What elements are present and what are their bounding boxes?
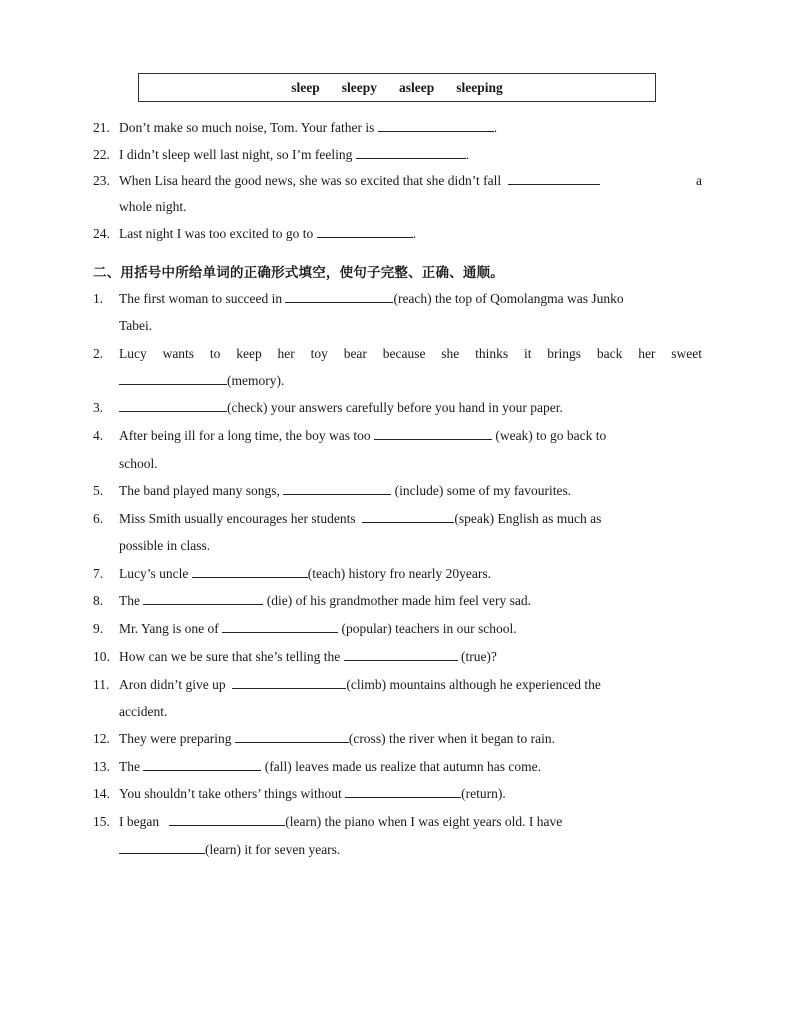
question-text: (fall) leaves made us realize that autumn has come. xyxy=(264,759,542,774)
question-text: Lucy wants to keep her toy bear because she thinks it brings back her sweet xyxy=(119,346,702,361)
question-text: The band played many songs, xyxy=(119,483,280,498)
question-number: 13. xyxy=(93,759,110,774)
question-number: 21. xyxy=(93,120,110,135)
question-text: They were preparing xyxy=(119,731,232,746)
question-text: (return). xyxy=(461,786,506,801)
answer-blank[interactable] xyxy=(235,730,349,743)
question-text: Aron didn’t give up xyxy=(119,677,226,692)
question-number: 1. xyxy=(93,291,104,306)
question-text: Last night I was too excited to go to xyxy=(119,226,314,241)
word-bank-item: sleep xyxy=(291,79,320,95)
question-number: 5. xyxy=(93,483,104,498)
question-text: (learn) the piano when I was eight years old. I have xyxy=(285,814,563,829)
question-text: I began xyxy=(119,814,160,829)
answer-blank[interactable] xyxy=(119,399,227,412)
section-title: 二、用括号中所给单词的正确形式填空，使句子完整、正确、通顺。 xyxy=(93,265,504,281)
question-number: 4. xyxy=(93,428,104,443)
question-text: possible in class. xyxy=(119,538,211,553)
question-text: (learn) it for seven years. xyxy=(205,842,341,857)
answer-blank[interactable] xyxy=(119,372,227,385)
question-text: (speak) English as much as xyxy=(454,511,602,526)
word-bank-item: sleeping xyxy=(456,79,503,95)
question-text: (climb) mountains although he experienced the xyxy=(346,677,601,692)
answer-blank[interactable] xyxy=(119,841,205,854)
question-text: (memory). xyxy=(227,373,285,388)
question-text: . xyxy=(465,147,470,162)
question-text: a xyxy=(696,173,702,188)
answer-blank[interactable] xyxy=(222,620,338,633)
answer-blank[interactable] xyxy=(374,427,492,440)
answer-blank[interactable] xyxy=(143,592,263,605)
answer-blank[interactable] xyxy=(192,565,308,578)
answer-blank[interactable] xyxy=(356,146,466,159)
question-text: Miss Smith usually encourages her students xyxy=(119,511,356,526)
question-text: How can we be sure that she’s telling the xyxy=(119,649,341,664)
question-text: Tabei. xyxy=(119,318,153,333)
answer-blank[interactable] xyxy=(283,482,391,495)
question-text: The xyxy=(119,593,140,608)
answer-blank[interactable] xyxy=(169,813,285,826)
question-text: (die) of his grandmother made him feel very sad. xyxy=(266,593,532,608)
answer-blank[interactable] xyxy=(317,225,413,238)
question-number: 2. xyxy=(93,346,104,361)
answer-blank[interactable] xyxy=(232,676,346,689)
question-text: whole night. xyxy=(119,199,187,214)
question-number: 10. xyxy=(93,649,110,664)
question-number: 23. xyxy=(93,173,110,188)
question-text: . xyxy=(412,226,416,241)
question-number: 9. xyxy=(93,621,104,636)
question-text: (teach) history fro nearly 20years. xyxy=(307,566,492,581)
answer-blank[interactable] xyxy=(362,510,454,523)
question-number: 3. xyxy=(93,400,104,415)
answer-blank[interactable] xyxy=(143,758,261,771)
question-number: 7. xyxy=(93,566,104,581)
question-text: . xyxy=(493,120,498,135)
answer-blank[interactable] xyxy=(378,119,494,132)
question-text: (popular) teachers in our school. xyxy=(341,621,517,636)
question-number: 22. xyxy=(93,147,110,162)
question-text: (reach) the top of Qomolangma was Junko xyxy=(393,291,624,306)
answer-blank[interactable] xyxy=(344,648,458,661)
question-text: accident. xyxy=(119,704,168,719)
question-text: (check) your answers carefully before you hand in your paper. xyxy=(227,400,563,415)
answer-blank[interactable] xyxy=(345,785,461,798)
word-bank-item: asleep xyxy=(398,79,435,95)
answer-blank[interactable] xyxy=(285,290,393,303)
question-text: When Lisa heard the good news, she was so excited that she didn’t fall xyxy=(119,173,502,188)
question-text: (include) some of my favourites. xyxy=(394,483,572,498)
question-text: (cross) the river when it began to rain. xyxy=(348,731,556,746)
answer-blank[interactable] xyxy=(508,172,600,185)
question-text: You shouldn’t take others’ things without xyxy=(119,786,342,801)
question-text: The first woman to succeed in xyxy=(119,291,283,306)
question-text: The xyxy=(119,759,140,774)
question-text: Don’t make so much noise, Tom. Your father is xyxy=(119,120,375,135)
question-text: school. xyxy=(119,456,158,471)
question-number: 15. xyxy=(93,814,110,829)
question-number: 24. xyxy=(93,226,110,241)
question-number: 12. xyxy=(93,731,110,746)
question-text: Mr. Yang is one of xyxy=(119,621,219,636)
question-text: (true)? xyxy=(460,649,497,664)
question-text: Lucy’s uncle xyxy=(119,566,189,581)
question-text: After being ill for a long time, the boy was too xyxy=(119,428,371,443)
word-bank-box xyxy=(138,73,656,102)
question-number: 14. xyxy=(93,786,110,801)
question-number: 8. xyxy=(93,593,104,608)
question-text: (weak) to go back to xyxy=(495,428,607,443)
question-number: 11. xyxy=(93,677,110,692)
question-text: I didn’t sleep well last night, so I’m feeling xyxy=(119,147,353,162)
word-bank-item: sleepy xyxy=(341,79,377,95)
question-number: 6. xyxy=(93,511,104,526)
